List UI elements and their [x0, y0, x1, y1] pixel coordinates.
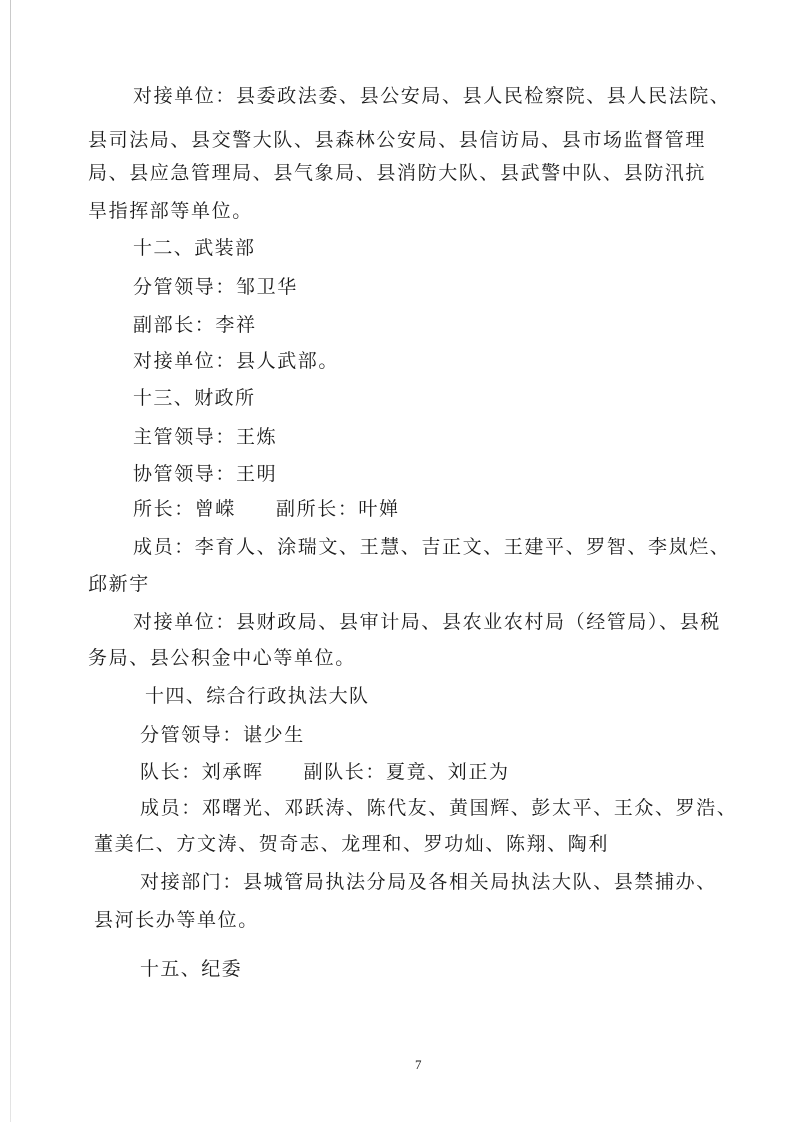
section-heading: 十四、综合行政执法大队	[145, 685, 370, 707]
text-line: 局、县应急管理局、县气象局、县消防大队、县武警中队、县防汛抗	[88, 162, 707, 184]
text-line: 县河长办等单位。	[94, 909, 259, 931]
deputy-director: 副所长：叶婵	[276, 498, 400, 520]
text-line: 协管领导：王明	[133, 463, 278, 485]
text-line: 成员：邓曙光、邓跃涛、陈代友、黄国辉、彭太平、王众、罗浩、	[140, 797, 738, 819]
text-line: 旱指挥部等单位。	[88, 200, 253, 222]
text-line: 分管领导：邹卫华	[133, 276, 298, 298]
director: 所长：曾嵘	[133, 498, 237, 520]
text-line: 副部长：李祥	[133, 314, 257, 336]
text-line: 对接单位：县委政法委、县公安局、县人民检察院、县人民法院、	[133, 85, 731, 107]
text-line: 县司法局、县交警大队、县森林公安局、县信访局、县市场监督管理	[88, 129, 707, 151]
text-line: 分管领导：谌少生	[140, 724, 305, 746]
page-number: 7	[415, 1057, 422, 1072]
section-heading: 十二、武装部	[133, 237, 256, 259]
text-line: 邱新宇	[88, 573, 150, 595]
team-leader: 队长：刘承晖	[140, 761, 264, 783]
text-line: 董美仁、方文涛、贺奇志、龙理和、罗功灿、陈翔、陶利	[94, 833, 610, 855]
deputy-team-leader: 副队长：夏竟、刘正为	[303, 761, 510, 783]
text-line: 主管领导：王炼	[133, 426, 278, 448]
section-heading: 十五、纪委	[140, 958, 243, 980]
text-line: 对接单位：县人武部。	[133, 350, 340, 372]
text-line: 对接单位：县财政局、县审计局、县农业农村局（经管局）、县税	[133, 611, 721, 633]
section-heading: 十三、财政所	[133, 387, 256, 409]
text-line: 对接部门：县城管局执法分局及各相关局执法大队、县禁捕办、	[140, 871, 717, 893]
text-line: 成员：李育人、涂瑞文、王慧、吉正文、王建平、罗智、李岚烂、	[133, 536, 731, 558]
text-line	[133, 497, 400, 521]
text-line: 务局、县公积金中心等单位。	[88, 647, 356, 669]
text-line	[140, 760, 510, 784]
